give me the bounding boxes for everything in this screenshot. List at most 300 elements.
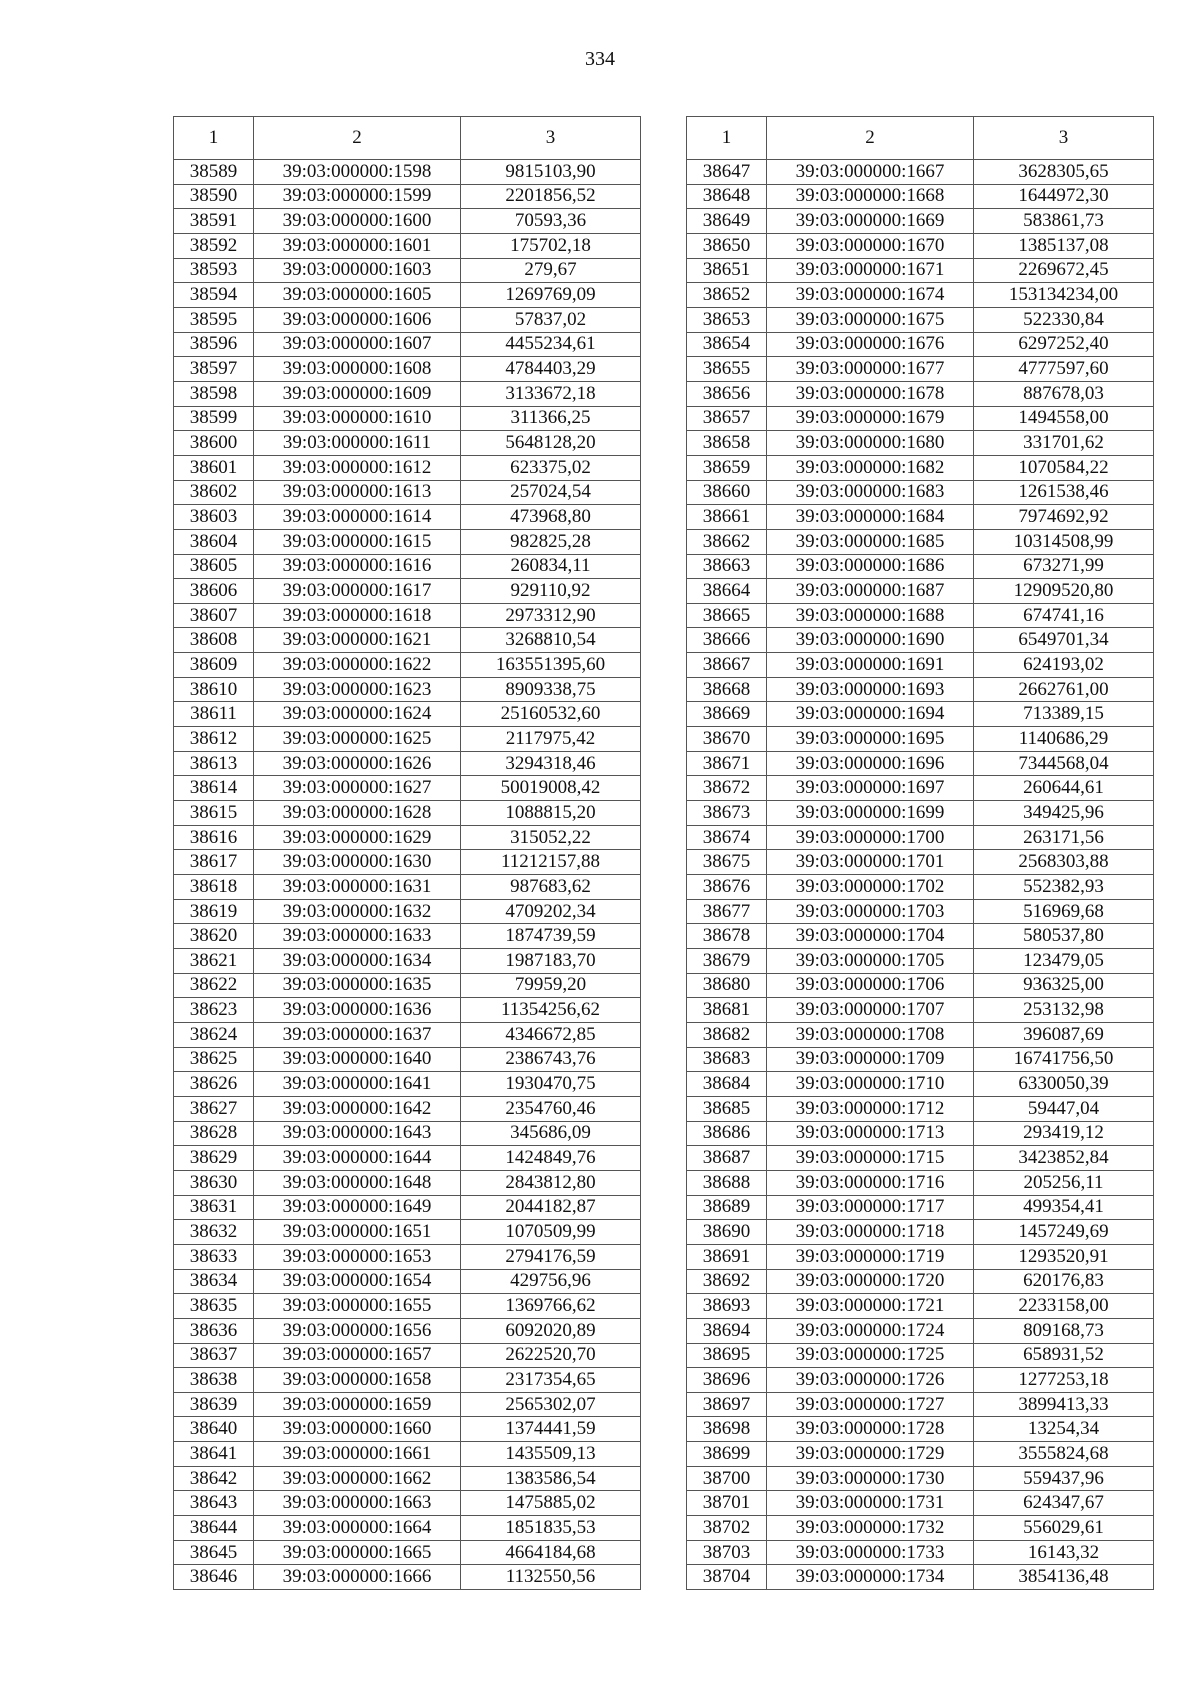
value-cell: 349425,96 bbox=[974, 801, 1154, 826]
cadastral-number-cell: 39:03:000000:1708 bbox=[767, 1022, 974, 1047]
table-row bbox=[687, 899, 1154, 924]
value-cell: 1424849,76 bbox=[461, 1146, 641, 1171]
row-number-cell: 38686 bbox=[687, 1121, 767, 1146]
cadastral-number-cell: 39:03:000000:1671 bbox=[767, 258, 974, 283]
row-number-cell: 38649 bbox=[687, 209, 767, 234]
table-row bbox=[687, 1417, 1154, 1442]
table-row bbox=[687, 529, 1154, 554]
value-cell: 1088815,20 bbox=[461, 801, 641, 826]
cadastral-number-cell: 39:03:000000:1701 bbox=[767, 850, 974, 875]
table-row bbox=[687, 283, 1154, 308]
row-number-cell: 38602 bbox=[174, 480, 254, 505]
value-cell: 1383586,54 bbox=[461, 1466, 641, 1491]
table-row bbox=[174, 1466, 641, 1491]
cadastral-number-cell: 39:03:000000:1684 bbox=[767, 505, 974, 530]
value-cell: 1457249,69 bbox=[974, 1220, 1154, 1245]
row-number-cell: 38643 bbox=[174, 1491, 254, 1516]
value-cell: 260644,61 bbox=[974, 776, 1154, 801]
row-number-cell: 38624 bbox=[174, 1022, 254, 1047]
header-row bbox=[174, 117, 641, 160]
value-cell: 4709202,34 bbox=[461, 899, 641, 924]
column-header: 1 bbox=[174, 117, 254, 160]
row-number-cell: 38704 bbox=[687, 1565, 767, 1590]
cadastral-number-cell: 39:03:000000:1599 bbox=[254, 184, 461, 209]
table-row bbox=[687, 1491, 1154, 1516]
row-number-cell: 38613 bbox=[174, 751, 254, 776]
table-row bbox=[687, 1294, 1154, 1319]
row-number-cell: 38642 bbox=[174, 1466, 254, 1491]
row-number-cell: 38617 bbox=[174, 850, 254, 875]
row-number-cell: 38655 bbox=[687, 357, 767, 382]
value-cell: 658931,52 bbox=[974, 1343, 1154, 1368]
table-row bbox=[687, 357, 1154, 382]
cadastral-number-cell: 39:03:000000:1691 bbox=[767, 653, 974, 678]
value-cell: 1987183,70 bbox=[461, 949, 641, 974]
cadastral-number-cell: 39:03:000000:1662 bbox=[254, 1466, 461, 1491]
row-number-cell: 38622 bbox=[174, 973, 254, 998]
value-cell: 16741756,50 bbox=[974, 1047, 1154, 1072]
value-cell: 6330050,39 bbox=[974, 1072, 1154, 1097]
left-table bbox=[173, 116, 641, 1590]
cadastral-number-cell: 39:03:000000:1631 bbox=[254, 875, 461, 900]
value-cell: 4346672,85 bbox=[461, 1022, 641, 1047]
row-number-cell: 38645 bbox=[174, 1540, 254, 1565]
row-number-cell: 38672 bbox=[687, 776, 767, 801]
table-row bbox=[687, 579, 1154, 604]
value-cell: 4664184,68 bbox=[461, 1540, 641, 1565]
row-number-cell: 38639 bbox=[174, 1392, 254, 1417]
cadastral-number-cell: 39:03:000000:1637 bbox=[254, 1022, 461, 1047]
table-row bbox=[687, 1170, 1154, 1195]
table-row bbox=[174, 505, 641, 530]
cadastral-number-cell: 39:03:000000:1687 bbox=[767, 579, 974, 604]
cadastral-number-cell: 39:03:000000:1600 bbox=[254, 209, 461, 234]
cadastral-number-cell: 39:03:000000:1731 bbox=[767, 1491, 974, 1516]
table-row bbox=[174, 776, 641, 801]
row-number-cell: 38637 bbox=[174, 1343, 254, 1368]
cadastral-number-cell: 39:03:000000:1700 bbox=[767, 825, 974, 850]
row-number-cell: 38619 bbox=[174, 899, 254, 924]
table-row bbox=[174, 1491, 641, 1516]
value-cell: 2317354,65 bbox=[461, 1368, 641, 1393]
row-number-cell: 38692 bbox=[687, 1269, 767, 1294]
value-cell: 6549701,34 bbox=[974, 628, 1154, 653]
cadastral-number-cell: 39:03:000000:1658 bbox=[254, 1368, 461, 1393]
table-row bbox=[174, 554, 641, 579]
table-row bbox=[174, 1565, 641, 1590]
row-number-cell: 38606 bbox=[174, 579, 254, 604]
value-cell: 253132,98 bbox=[974, 998, 1154, 1023]
row-number-cell: 38695 bbox=[687, 1343, 767, 1368]
table-row bbox=[687, 776, 1154, 801]
row-number-cell: 38688 bbox=[687, 1170, 767, 1195]
value-cell: 153134234,00 bbox=[974, 283, 1154, 308]
table-row bbox=[687, 801, 1154, 826]
cadastral-number-cell: 39:03:000000:1710 bbox=[767, 1072, 974, 1097]
table-row bbox=[687, 1146, 1154, 1171]
row-number-cell: 38660 bbox=[687, 480, 767, 505]
table-row bbox=[687, 949, 1154, 974]
cadastral-number-cell: 39:03:000000:1690 bbox=[767, 628, 974, 653]
value-cell: 263171,56 bbox=[974, 825, 1154, 850]
value-cell: 1435509,13 bbox=[461, 1442, 641, 1467]
row-number-cell: 38684 bbox=[687, 1072, 767, 1097]
table-row bbox=[174, 1294, 641, 1319]
row-number-cell: 38683 bbox=[687, 1047, 767, 1072]
table-row bbox=[687, 480, 1154, 505]
table-row bbox=[174, 850, 641, 875]
row-number-cell: 38592 bbox=[174, 233, 254, 258]
cadastral-number-cell: 39:03:000000:1636 bbox=[254, 998, 461, 1023]
cadastral-number-cell: 39:03:000000:1657 bbox=[254, 1343, 461, 1368]
row-number-cell: 38610 bbox=[174, 677, 254, 702]
value-cell: 2386743,76 bbox=[461, 1047, 641, 1072]
table-row bbox=[687, 677, 1154, 702]
value-cell: 9815103,90 bbox=[461, 160, 641, 185]
cadastral-number-cell: 39:03:000000:1705 bbox=[767, 949, 974, 974]
cadastral-number-cell: 39:03:000000:1654 bbox=[254, 1269, 461, 1294]
cadastral-number-cell: 39:03:000000:1618 bbox=[254, 603, 461, 628]
value-cell: 123479,05 bbox=[974, 949, 1154, 974]
row-number-cell: 38703 bbox=[687, 1540, 767, 1565]
value-cell: 4777597,60 bbox=[974, 357, 1154, 382]
table-row bbox=[687, 751, 1154, 776]
table-row bbox=[174, 1047, 641, 1072]
cadastral-number-cell: 39:03:000000:1725 bbox=[767, 1343, 974, 1368]
row-number-cell: 38647 bbox=[687, 160, 767, 185]
value-cell: 1385137,08 bbox=[974, 233, 1154, 258]
row-number-cell: 38621 bbox=[174, 949, 254, 974]
cadastral-number-cell: 39:03:000000:1712 bbox=[767, 1096, 974, 1121]
table-row bbox=[174, 924, 641, 949]
row-number-cell: 38632 bbox=[174, 1220, 254, 1245]
row-number-cell: 38671 bbox=[687, 751, 767, 776]
cadastral-number-cell: 39:03:000000:1667 bbox=[767, 160, 974, 185]
row-number-cell: 38685 bbox=[687, 1096, 767, 1121]
row-number-cell: 38604 bbox=[174, 529, 254, 554]
row-number-cell: 38626 bbox=[174, 1072, 254, 1097]
table-row bbox=[174, 1121, 641, 1146]
table-row bbox=[687, 603, 1154, 628]
row-number-cell: 38691 bbox=[687, 1244, 767, 1269]
cadastral-number-cell: 39:03:000000:1675 bbox=[767, 307, 974, 332]
column-header: 3 bbox=[461, 117, 641, 160]
value-cell: 2662761,00 bbox=[974, 677, 1154, 702]
row-number-cell: 38594 bbox=[174, 283, 254, 308]
value-cell: 580537,80 bbox=[974, 924, 1154, 949]
cadastral-number-cell: 39:03:000000:1663 bbox=[254, 1491, 461, 1516]
value-cell: 279,67 bbox=[461, 258, 641, 283]
cadastral-number-cell: 39:03:000000:1694 bbox=[767, 702, 974, 727]
table-row bbox=[687, 1269, 1154, 1294]
value-cell: 1374441,59 bbox=[461, 1417, 641, 1442]
cadastral-number-cell: 39:03:000000:1613 bbox=[254, 480, 461, 505]
value-cell: 929110,92 bbox=[461, 579, 641, 604]
table-row bbox=[687, 1392, 1154, 1417]
table-row bbox=[687, 998, 1154, 1023]
row-number-cell: 38699 bbox=[687, 1442, 767, 1467]
cadastral-number-cell: 39:03:000000:1703 bbox=[767, 899, 974, 924]
row-number-cell: 38644 bbox=[174, 1516, 254, 1541]
row-number-cell: 38702 bbox=[687, 1516, 767, 1541]
table-row bbox=[687, 653, 1154, 678]
row-number-cell: 38598 bbox=[174, 381, 254, 406]
row-number-cell: 38698 bbox=[687, 1417, 767, 1442]
value-cell: 163551395,60 bbox=[461, 653, 641, 678]
table-row bbox=[687, 381, 1154, 406]
row-number-cell: 38650 bbox=[687, 233, 767, 258]
value-cell: 3268810,54 bbox=[461, 628, 641, 653]
row-number-cell: 38616 bbox=[174, 825, 254, 850]
row-number-cell: 38654 bbox=[687, 332, 767, 357]
row-number-cell: 38657 bbox=[687, 406, 767, 431]
value-cell: 1930470,75 bbox=[461, 1072, 641, 1097]
cadastral-number-cell: 39:03:000000:1685 bbox=[767, 529, 974, 554]
value-cell: 8909338,75 bbox=[461, 677, 641, 702]
value-cell: 2973312,90 bbox=[461, 603, 641, 628]
value-cell: 936325,00 bbox=[974, 973, 1154, 998]
table-row bbox=[174, 1244, 641, 1269]
value-cell: 2568303,88 bbox=[974, 850, 1154, 875]
cadastral-number-cell: 39:03:000000:1621 bbox=[254, 628, 461, 653]
row-number-cell: 38614 bbox=[174, 776, 254, 801]
value-cell: 673271,99 bbox=[974, 554, 1154, 579]
value-cell: 1277253,18 bbox=[974, 1368, 1154, 1393]
cadastral-number-cell: 39:03:000000:1614 bbox=[254, 505, 461, 530]
row-number-cell: 38631 bbox=[174, 1195, 254, 1220]
cadastral-number-cell: 39:03:000000:1688 bbox=[767, 603, 974, 628]
value-cell: 499354,41 bbox=[974, 1195, 1154, 1220]
value-cell: 429756,96 bbox=[461, 1269, 641, 1294]
row-number-cell: 38600 bbox=[174, 431, 254, 456]
table-row bbox=[687, 209, 1154, 234]
table-row bbox=[687, 1244, 1154, 1269]
value-cell: 2117975,42 bbox=[461, 727, 641, 752]
row-number-cell: 38612 bbox=[174, 727, 254, 752]
cadastral-number-cell: 39:03:000000:1630 bbox=[254, 850, 461, 875]
table-row bbox=[174, 283, 641, 308]
cadastral-number-cell: 39:03:000000:1598 bbox=[254, 160, 461, 185]
value-cell: 2233158,00 bbox=[974, 1294, 1154, 1319]
row-number-cell: 38615 bbox=[174, 801, 254, 826]
value-cell: 3133672,18 bbox=[461, 381, 641, 406]
table-row bbox=[687, 1195, 1154, 1220]
cadastral-number-cell: 39:03:000000:1603 bbox=[254, 258, 461, 283]
value-cell: 1475885,02 bbox=[461, 1491, 641, 1516]
row-number-cell: 38656 bbox=[687, 381, 767, 406]
cadastral-number-cell: 39:03:000000:1660 bbox=[254, 1417, 461, 1442]
value-cell: 3423852,84 bbox=[974, 1146, 1154, 1171]
table-row bbox=[174, 160, 641, 185]
table-row bbox=[687, 727, 1154, 752]
cadastral-number-cell: 39:03:000000:1625 bbox=[254, 727, 461, 752]
column-header: 2 bbox=[254, 117, 461, 160]
row-number-cell: 38690 bbox=[687, 1220, 767, 1245]
value-cell: 3899413,33 bbox=[974, 1392, 1154, 1417]
table-row bbox=[174, 381, 641, 406]
value-cell: 2794176,59 bbox=[461, 1244, 641, 1269]
value-cell: 1851835,53 bbox=[461, 1516, 641, 1541]
value-cell: 620176,83 bbox=[974, 1269, 1154, 1294]
cadastral-number-cell: 39:03:000000:1607 bbox=[254, 332, 461, 357]
cadastral-number-cell: 39:03:000000:1664 bbox=[254, 1516, 461, 1541]
table-row bbox=[174, 603, 641, 628]
table-row bbox=[174, 480, 641, 505]
row-number-cell: 38589 bbox=[174, 160, 254, 185]
cadastral-number-cell: 39:03:000000:1734 bbox=[767, 1565, 974, 1590]
row-number-cell: 38651 bbox=[687, 258, 767, 283]
table-row bbox=[174, 973, 641, 998]
value-cell: 345686,09 bbox=[461, 1121, 641, 1146]
cadastral-number-cell: 39:03:000000:1707 bbox=[767, 998, 974, 1023]
cadastral-number-cell: 39:03:000000:1718 bbox=[767, 1220, 974, 1245]
cadastral-number-cell: 39:03:000000:1695 bbox=[767, 727, 974, 752]
value-cell: 2269672,45 bbox=[974, 258, 1154, 283]
cadastral-number-cell: 39:03:000000:1651 bbox=[254, 1220, 461, 1245]
row-number-cell: 38601 bbox=[174, 455, 254, 480]
value-cell: 11212157,88 bbox=[461, 850, 641, 875]
row-number-cell: 38633 bbox=[174, 1244, 254, 1269]
value-cell: 1140686,29 bbox=[974, 727, 1154, 752]
table-row bbox=[174, 1022, 641, 1047]
table-row bbox=[687, 160, 1154, 185]
value-cell: 1494558,00 bbox=[974, 406, 1154, 431]
value-cell: 11354256,62 bbox=[461, 998, 641, 1023]
column-header: 2 bbox=[767, 117, 974, 160]
value-cell: 809168,73 bbox=[974, 1318, 1154, 1343]
cadastral-number-cell: 39:03:000000:1697 bbox=[767, 776, 974, 801]
cadastral-number-cell: 39:03:000000:1676 bbox=[767, 332, 974, 357]
value-cell: 2201856,52 bbox=[461, 184, 641, 209]
table-row bbox=[687, 1343, 1154, 1368]
value-cell: 3555824,68 bbox=[974, 1442, 1154, 1467]
row-number-cell: 38603 bbox=[174, 505, 254, 530]
value-cell: 522330,84 bbox=[974, 307, 1154, 332]
cadastral-number-cell: 39:03:000000:1648 bbox=[254, 1170, 461, 1195]
row-number-cell: 38590 bbox=[174, 184, 254, 209]
table-row bbox=[687, 875, 1154, 900]
row-number-cell: 38682 bbox=[687, 1022, 767, 1047]
table-row bbox=[174, 1170, 641, 1195]
value-cell: 2354760,46 bbox=[461, 1096, 641, 1121]
value-cell: 396087,69 bbox=[974, 1022, 1154, 1047]
cadastral-number-cell: 39:03:000000:1615 bbox=[254, 529, 461, 554]
cadastral-number-cell: 39:03:000000:1634 bbox=[254, 949, 461, 974]
cadastral-number-cell: 39:03:000000:1641 bbox=[254, 1072, 461, 1097]
row-number-cell: 38618 bbox=[174, 875, 254, 900]
cadastral-number-cell: 39:03:000000:1717 bbox=[767, 1195, 974, 1220]
cadastral-number-cell: 39:03:000000:1729 bbox=[767, 1442, 974, 1467]
cadastral-number-cell: 39:03:000000:1656 bbox=[254, 1318, 461, 1343]
table-row bbox=[174, 1096, 641, 1121]
value-cell: 7344568,04 bbox=[974, 751, 1154, 776]
row-number-cell: 38623 bbox=[174, 998, 254, 1023]
row-number-cell: 38652 bbox=[687, 283, 767, 308]
cadastral-number-cell: 39:03:000000:1724 bbox=[767, 1318, 974, 1343]
table-row bbox=[174, 727, 641, 752]
row-number-cell: 38659 bbox=[687, 455, 767, 480]
table-row bbox=[174, 751, 641, 776]
value-cell: 887678,03 bbox=[974, 381, 1154, 406]
value-cell: 205256,11 bbox=[974, 1170, 1154, 1195]
cadastral-number-cell: 39:03:000000:1677 bbox=[767, 357, 974, 382]
value-cell: 2044182,87 bbox=[461, 1195, 641, 1220]
row-number-cell: 38605 bbox=[174, 554, 254, 579]
table-row bbox=[174, 1146, 641, 1171]
value-cell: 7974692,92 bbox=[974, 505, 1154, 530]
table-row bbox=[174, 455, 641, 480]
row-number-cell: 38687 bbox=[687, 1146, 767, 1171]
cadastral-number-cell: 39:03:000000:1726 bbox=[767, 1368, 974, 1393]
table-row bbox=[687, 702, 1154, 727]
table-row bbox=[687, 258, 1154, 283]
cadastral-number-cell: 39:03:000000:1704 bbox=[767, 924, 974, 949]
row-number-cell: 38661 bbox=[687, 505, 767, 530]
value-cell: 3854136,48 bbox=[974, 1565, 1154, 1590]
cadastral-number-cell: 39:03:000000:1628 bbox=[254, 801, 461, 826]
cadastral-number-cell: 39:03:000000:1666 bbox=[254, 1565, 461, 1590]
cadastral-number-cell: 39:03:000000:1732 bbox=[767, 1516, 974, 1541]
table-row bbox=[174, 307, 641, 332]
cadastral-number-cell: 39:03:000000:1661 bbox=[254, 1442, 461, 1467]
row-number-cell: 38627 bbox=[174, 1096, 254, 1121]
value-cell: 16143,32 bbox=[974, 1540, 1154, 1565]
value-cell: 987683,62 bbox=[461, 875, 641, 900]
value-cell: 4784403,29 bbox=[461, 357, 641, 382]
cadastral-number-cell: 39:03:000000:1633 bbox=[254, 924, 461, 949]
cadastral-number-cell: 39:03:000000:1696 bbox=[767, 751, 974, 776]
table-row bbox=[687, 431, 1154, 456]
header-row bbox=[687, 117, 1154, 160]
row-number-cell: 38677 bbox=[687, 899, 767, 924]
cadastral-number-cell: 39:03:000000:1680 bbox=[767, 431, 974, 456]
row-number-cell: 38599 bbox=[174, 406, 254, 431]
row-number-cell: 38678 bbox=[687, 924, 767, 949]
row-number-cell: 38700 bbox=[687, 1466, 767, 1491]
value-cell: 552382,93 bbox=[974, 875, 1154, 900]
row-number-cell: 38676 bbox=[687, 875, 767, 900]
cadastral-number-cell: 39:03:000000:1679 bbox=[767, 406, 974, 431]
value-cell: 2622520,70 bbox=[461, 1343, 641, 1368]
left-table-body bbox=[174, 160, 641, 1590]
cadastral-number-cell: 39:03:000000:1617 bbox=[254, 579, 461, 604]
table-row bbox=[174, 1516, 641, 1541]
cadastral-number-cell: 39:03:000000:1626 bbox=[254, 751, 461, 776]
table-row bbox=[174, 431, 641, 456]
table-row bbox=[687, 1121, 1154, 1146]
row-number-cell: 38595 bbox=[174, 307, 254, 332]
cadastral-number-cell: 39:03:000000:1659 bbox=[254, 1392, 461, 1417]
value-cell: 583861,73 bbox=[974, 209, 1154, 234]
cadastral-number-cell: 39:03:000000:1668 bbox=[767, 184, 974, 209]
value-cell: 331701,62 bbox=[974, 431, 1154, 456]
row-number-cell: 38646 bbox=[174, 1565, 254, 1590]
value-cell: 6297252,40 bbox=[974, 332, 1154, 357]
cadastral-number-cell: 39:03:000000:1678 bbox=[767, 381, 974, 406]
row-number-cell: 38665 bbox=[687, 603, 767, 628]
table-row bbox=[174, 1195, 641, 1220]
row-number-cell: 38628 bbox=[174, 1121, 254, 1146]
table-row bbox=[174, 1417, 641, 1442]
value-cell: 3628305,65 bbox=[974, 160, 1154, 185]
value-cell: 3294318,46 bbox=[461, 751, 641, 776]
cadastral-number-cell: 39:03:000000:1709 bbox=[767, 1047, 974, 1072]
row-number-cell: 38641 bbox=[174, 1442, 254, 1467]
table-row bbox=[687, 554, 1154, 579]
cadastral-number-cell: 39:03:000000:1643 bbox=[254, 1121, 461, 1146]
row-number-cell: 38693 bbox=[687, 1294, 767, 1319]
value-cell: 559437,96 bbox=[974, 1466, 1154, 1491]
